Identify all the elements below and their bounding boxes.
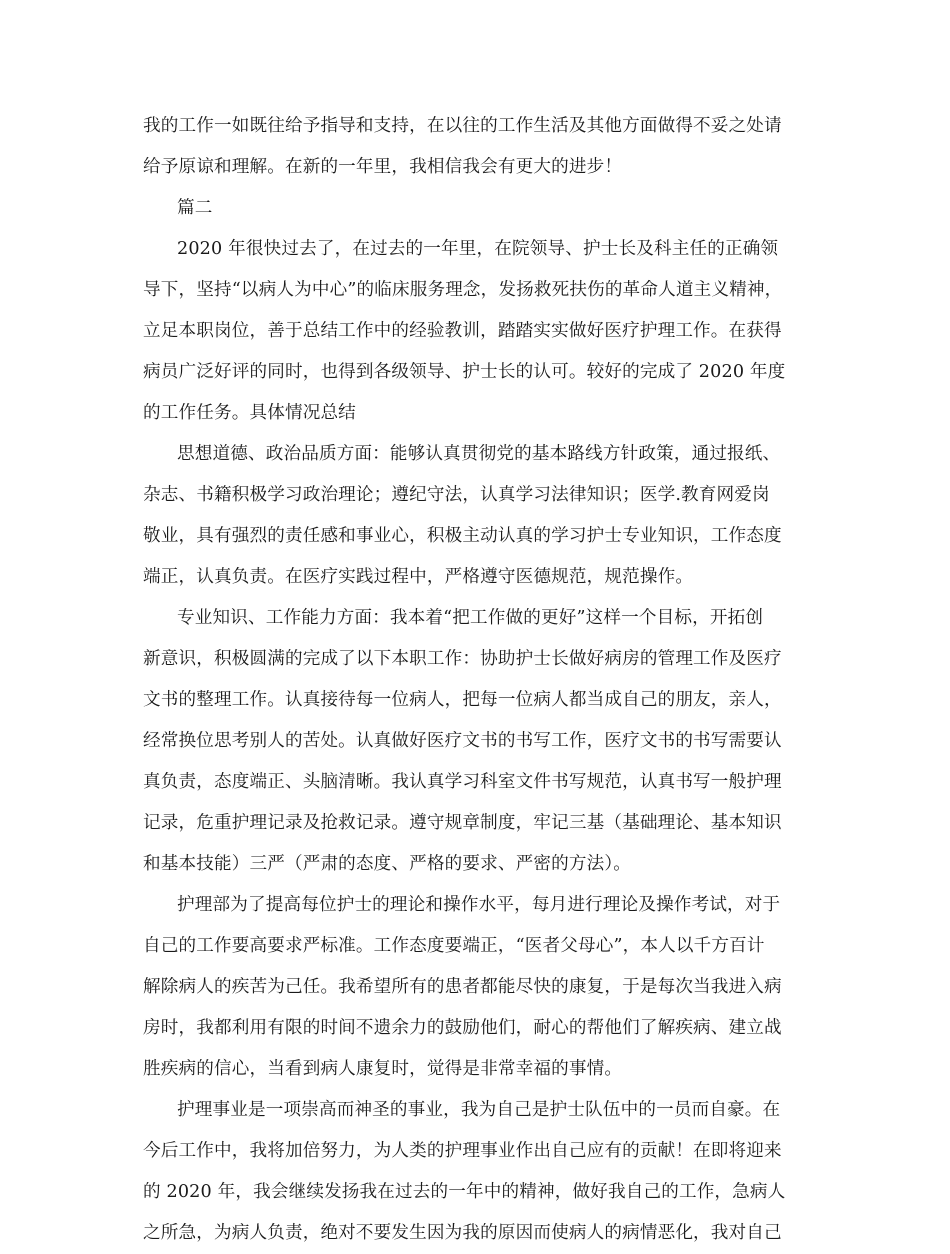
text-line: 端正，认真负责。在医疗实践过程中，严格遵守医德规范，规范操作。 [143, 567, 694, 587]
text-line: 胜疾病的信心，当看到病人康复时，觉得是非常幸福的事情。 [143, 1059, 623, 1079]
text-line: 杂志、书籍积极学习政治理论；遵纪守法，认真学习法律知识；医学.教育网爱岗 [143, 485, 770, 505]
text-line: 病员广泛好评的同时，也得到各级领导、护士长的认可。较好的完成了 2020 年度 [143, 362, 786, 382]
paragraph-first-line: 篇二 [177, 198, 213, 218]
text-line: 敬业，具有强烈的责任感和事业心，积极主动认真的学习护士专业知识，工作态度 [143, 526, 782, 546]
paragraph-first-line: 护理事业是一项崇高而神圣的事业，我为自己是护士队伍中的一员而自豪。在 [177, 1100, 781, 1120]
text-line: 今后工作中，我将加倍努力，为人类的护理事业作出自己应有的贡献！在即将迎来 [143, 1141, 782, 1161]
text-line: 自己的工作要高要求严标准。工作态度要端正，“医者父母心”，本人以千方百计 [143, 936, 765, 956]
paragraph-first-line: 思想道德、政治品质方面：能够认真贯彻党的基本路线方针政策，通过报纸、 [177, 444, 781, 464]
text-line: 导下，坚持“以病人为中心”的临床服务理念，发扬救死扶伤的革命人道主义精神， [143, 280, 783, 300]
text-line: 之所急，为病人负责，绝对不要发生因为我的原因而使病人的病情恶化，我对自己 [143, 1223, 782, 1243]
text-line: 给予原谅和理解。在新的一年里，我相信我会有更大的进步！ [143, 157, 623, 177]
text-line: 新意识，积极圆满的完成了以下本职工作：协助护士长做好病房的管理工作及医疗 [143, 649, 782, 669]
text-line: 经常换位思考别人的苦处。认真做好医疗文书的书写工作，医疗文书的书写需要认 [143, 731, 782, 751]
text-line: 记录，危重护理记录及抢救记录。遵守规章制度，牢记三基（基础理论、基本知识 [143, 813, 782, 833]
text-line: 房时，我都利用有限的时间不遗余力的鼓励他们，耐心的帮他们了解疾病、建立战 [143, 1018, 782, 1038]
text-line: 的工作任务。具体情况总结 [143, 403, 356, 423]
text-line: 的 2020 年，我会继续发扬我在过去的一年中的精神，做好我自己的工作，急病人 [143, 1182, 786, 1202]
text-line: 立足本职岗位，善于总结工作中的经验教训，踏踏实实做好医疗护理工作。在获得 [143, 321, 782, 341]
text-line: 我的工作一如既往给予指导和支持，在以往的工作生活及其他方面做得不妥之处请 [143, 116, 782, 136]
document-body [143, 106, 823, 1254]
text-line: 和基本技能）三严（严肃的态度、严格的要求、严密的方法）。 [143, 854, 632, 874]
text-line: 解除病人的疾苦为己任。我希望所有的患者都能尽快的康复，于是每次当我进入病 [143, 977, 782, 997]
text-line: 真负责，态度端正、头脑清晰。我认真学习科室文件书写规范，认真书写一般护理 [143, 772, 782, 792]
paragraph-first-line: 护理部为了提高每位护士的理论和操作水平，每月进行理论及操作考试，对于 [177, 895, 781, 915]
paragraph-first-line: 2020 年很快过去了，在过去的一年里，在院领导、护士长及科主任的正确领 [177, 239, 779, 259]
text-line: 文书的整理工作。认真接待每一位病人，把每一位病人都当成自己的朋友，亲人， [143, 690, 782, 710]
paragraph-first-line: 专业知识、工作能力方面：我本着“把工作做的更好”这样一个目标，开拓创 [177, 608, 764, 628]
